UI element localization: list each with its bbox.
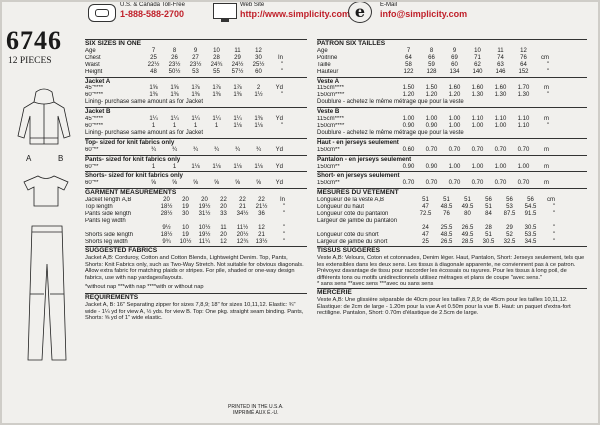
french-column — [317, 38, 587, 317]
fabrics-header: SUGGESTED FABRICS — [85, 246, 307, 255]
lining-note-fr: Doublure - achetez le même métrage que pour la veste — [317, 129, 464, 136]
garment-header-fr: MESURES DU VETEMENT — [317, 188, 587, 197]
table-row: Longueur côté du pantalon 72.5 76 80 84 87.5 91.5 " — [317, 210, 555, 217]
lining-note: Lining- purchase same amount as for Jacket — [85, 99, 204, 106]
computer-icon — [213, 3, 237, 19]
garment-header: GARMENT MEASUREMENTS — [85, 188, 307, 197]
table-row: Waist 22½ 23½ 23½ 24¾ 24½ 25½ " — [85, 61, 283, 68]
table-row: Longueur de la veste A,B 51 51 51 56 56 56 cm — [317, 197, 555, 204]
website-block — [240, 2, 350, 19]
table-row: Height 48 50½ 53 55 57½ 60 " — [85, 68, 283, 75]
website-label: Web Site — [240, 2, 265, 8]
nap-note-fr: * sans sens **avec sens ***avec ou sans sens — [317, 281, 434, 287]
view-a-label: A — [26, 154, 32, 163]
table-row: 150cm** 0.70 0.70 0.70 0.70 0.70 0.70 m — [317, 180, 549, 187]
phone-block — [120, 2, 185, 19]
fabrics-header-fr: TISSUS SUGGERES — [317, 246, 587, 255]
table-row: Longueur du haut 47 48.5 49.5 51 53 54.5 " — [317, 204, 555, 211]
table-row: Largeur de jambe du short 25 26.5 28.5 30.5 32.5 34.5 " — [317, 238, 555, 245]
table-row: Chest 25 26 27 28 29 30 In — [85, 54, 283, 61]
phone-number: 1-888-588-2700 — [120, 9, 185, 19]
shorts-title: Shorts- sized for knit fabrics only — [85, 171, 307, 180]
table-row: Shorts side length 18½ 19 19½ 20 20½ 21 " — [85, 231, 285, 238]
contact-bar — [58, 0, 600, 24]
table-row: Pants side length 28½ 30 31½ 33 34½ 36 " — [85, 210, 285, 217]
requirements-text-fr: Veste A,B: Une glissière séparable de 40cm pour les tailles 7,8,9; de 45cm pour les tailles 10,11,12. Élastique: de 2cm de large - 1.20m pour la vue A et 0.50m pour la vue B. Haut: un paquet d'extra-fort rectiligne. Pantalon, Short: 0.70m d'élastique de 2.5cm de large. — [317, 297, 571, 317]
table-row: 45"**** 1⅝ 1⅝ 1⅞ 1⅞ 1⅞ 2 Yd — [85, 85, 283, 92]
email-block — [380, 2, 467, 19]
toll-free-label: U.S. & Canada Toll-Free — [120, 2, 185, 8]
veste-a-title: Veste A — [317, 77, 587, 86]
table-row: Age 7 8 9 10 11 12 — [85, 47, 262, 54]
table-row: Jacket length A,B 20 20 20 22 22 22 In — [85, 197, 285, 204]
short-title: Short- en jerseys seulement — [317, 171, 587, 180]
fabrics-text-fr: Veste A,B: Velours, Coton et cotonnades, Denim léger. Haut, Pantalon, Short: Jerseys seulement, tels que les extensibles dans les deux sens. Les tissus à diagonale apparente, ne conviennent pas à ce patron. Prévoyez davantage de tissu pour raccorder les écossais ou rayures. Pour les tissus à long poil, de différents tons ou motifs unidirectionnels utilisez métrages et plans de coupe "avec sens." — [317, 255, 585, 281]
view-b-label: B — [58, 154, 64, 163]
jacket-sketch-icon — [12, 86, 76, 150]
pants-sketch-icon — [22, 224, 72, 364]
table-row: 115cm**** 1.00 1.00 1.00 1.10 1.10 1.10 m — [317, 116, 549, 123]
haut-title: Haut - en jerseys seulement — [317, 138, 587, 147]
table-row: Pants leg width — [85, 217, 126, 224]
requirements-header-fr: MERCERIE — [317, 288, 587, 297]
email-label: E-Mail — [380, 2, 398, 8]
table-row: Largeur de jambe du pantalon — [317, 217, 398, 224]
pants-title: Pants- sized for knit fabrics only — [85, 155, 307, 164]
table-row: 60"**** 1⅜ 1⅜ 1⅜ 1⅜ 1⅜ 1½ " — [85, 92, 283, 99]
table-row: Longueur côté du short 47 48.5 49.5 51 52 53.5 " — [317, 231, 555, 238]
pantalon-title: Pantalon - en jerseys seulement — [317, 155, 587, 164]
email-address: info@simplicity.com — [380, 9, 468, 19]
table-row: 60"** ¾ ¾ ¾ ¾ ¾ ¾ Yd — [85, 146, 283, 153]
table-row: Taille 58 59 60 62 63 64 " — [317, 61, 549, 68]
size-table — [85, 48, 307, 76]
pieces-count: 12 PIECES — [8, 56, 52, 66]
nap-note: *without nap ***with nap ****with or without nap — [85, 284, 204, 290]
table-row: Top length 18½ 19 19½ 20 21 21½ " — [85, 204, 285, 211]
print-origin — [228, 404, 283, 416]
fabrics-text: Jacket A,B: Corduroy, Cotton and Cotton Blends, Lightweight Denim. Top, Pants, Shorts: Knit Fabrics only, such as Two-Way Stretch. Not suitable for obvious diagonals. Allow extra fabric for matching plaids or stripes. For pile, shaded or one-way design fabrics, use with nap yardages/layouts. — [85, 255, 304, 281]
english-column — [85, 38, 307, 322]
table-row: 150cm** 0.90 0.90 1.00 1.00 1.00 1.00 m — [317, 163, 549, 170]
table-row: 60"**** 1 1 1 1 1⅛ 1⅛ " — [85, 122, 283, 129]
table-row: Hauteur 122 128 134 140 146 152 " — [317, 68, 549, 75]
table-row: 60"** ⅝ ⅝ ⅝ ⅝ ⅝ ⅝ Yd — [85, 180, 283, 187]
lining-note-fr: Doublure - achetez le même métrage que pour la veste — [317, 99, 464, 106]
lining-note: Lining- purchase same amount as for Jacket — [85, 129, 204, 136]
printed-in-usa: PRINTED IN THE U.S.A. — [228, 404, 284, 410]
table-row: 150cm**** 0.90 0.90 1.00 1.00 1.00 1.10 " — [317, 122, 549, 129]
veste-b-title: Veste B — [317, 107, 587, 116]
table-row: Âge 7 8 9 10 11 12 — [317, 47, 527, 54]
requirements-header: REQUIREMENTS — [85, 293, 307, 302]
pattern-number: 6746 — [6, 26, 62, 55]
table-row: Poitrine 64 66 69 71 74 76 cm — [317, 54, 549, 61]
requirements-text: Jacket A, B: 16" Separating zipper for sizes 7,8,9; 18" for sizes 10,11,12. Elastic: ¾" wide - 1¼ yd for view A, ½ yds. for view B. Top: One pkg. straight seam binding. Pants, Shorts: ⅝ yd of 1" wide elastic. — [85, 302, 304, 322]
table-row: 115cm**** 1.50 1.50 1.60 1.60 1.60 1.70 m — [317, 85, 549, 92]
table-row: 150cm**** 1.20 1.20 1.20 1.30 1.30 1.30 " — [317, 92, 549, 99]
table-row: Shorts leg width 9¾ 10½ 11¼ 12 12¾ 13½ " — [85, 238, 285, 245]
website-url: http://www.simplicity.com — [240, 9, 351, 19]
sizes-header-fr: PATRON SIX TAILLES — [317, 39, 587, 48]
table-row: 150cm** 0.60 0.70 0.70 0.70 0.70 0.70 m — [317, 146, 549, 153]
table-row: 9½ 10 10½ 11 11½ 12 " — [162, 224, 285, 231]
imprime-aux-eu: IMPRIMÉ AUX É.-U. — [232, 410, 279, 416]
table-row: 24 25.5 26.5 28 29 30.5 " — [422, 224, 555, 231]
table-row: 60"** 1 1 1⅛ 1⅛ 1⅛ 1⅛ Yd — [85, 163, 283, 170]
email-icon: e — [348, 1, 372, 23]
top-title: Top- sized for knit fabrics only — [85, 138, 307, 147]
phone-icon — [88, 4, 116, 22]
table-row: 45"**** 1¼ 1¼ 1¼ 1¼ 1¼ 1⅜ Yd — [85, 116, 283, 123]
jacket-b-title: Jacket B — [85, 107, 307, 116]
top-sketch-icon — [18, 174, 74, 208]
jacket-a-title: Jacket A — [85, 77, 307, 86]
sizes-header: SIX SIZES IN ONE — [85, 39, 307, 48]
